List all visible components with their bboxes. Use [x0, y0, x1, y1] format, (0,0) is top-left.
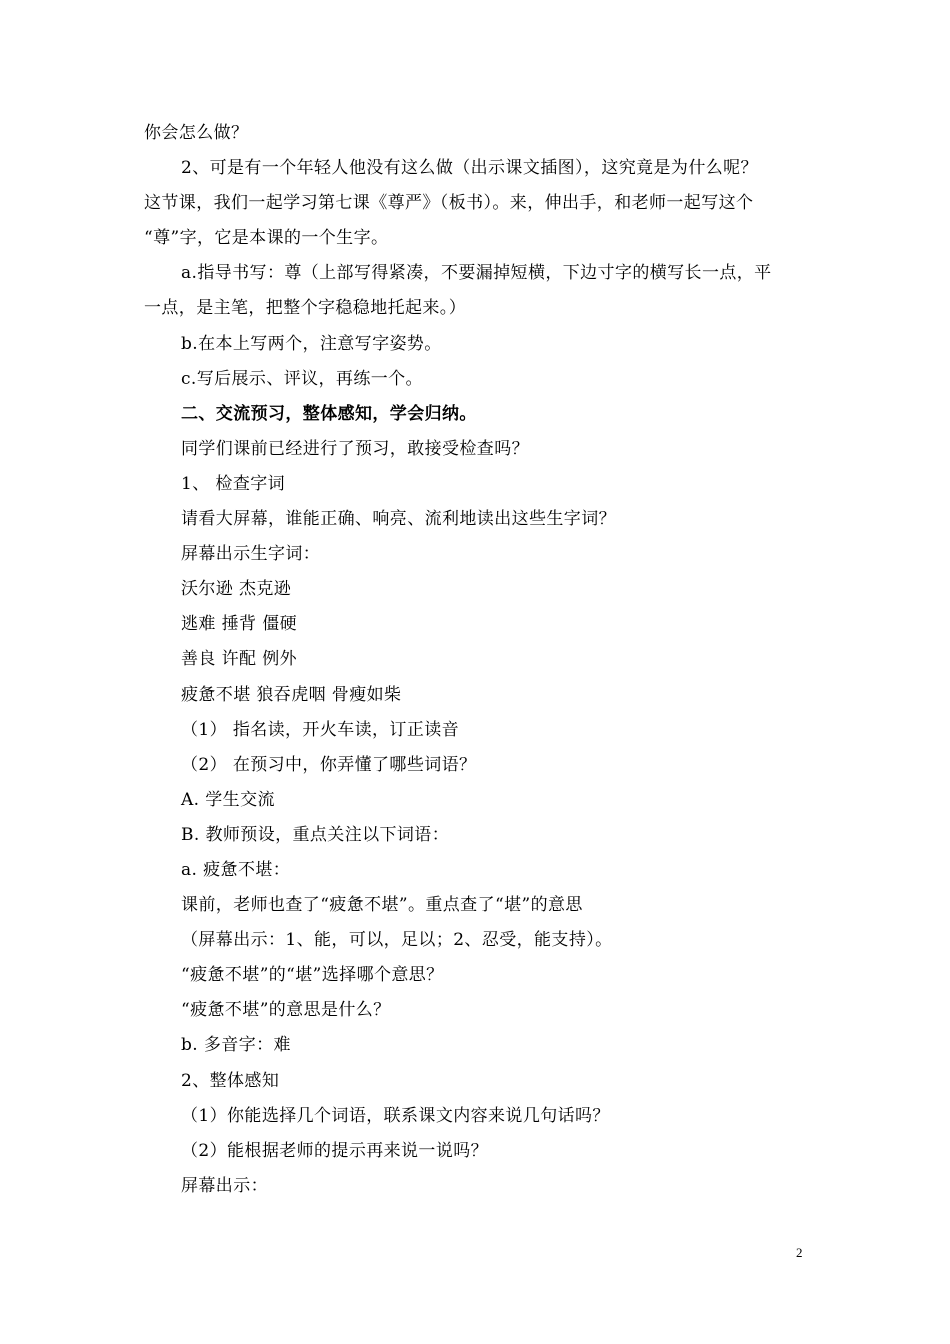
paragraph-line: （2） 在预习中，你弄懂了哪些词语？	[181, 754, 477, 775]
paragraph-line: 沃尔逊 杰克逊	[181, 579, 292, 600]
paragraph-line: c.写后展示、评议，再练一个。	[181, 368, 423, 389]
paragraph-line: 逃难 捶背 僵硬	[181, 614, 298, 635]
paragraph-line: a.指导书写：尊（上部写得紧凑，不要漏掉短横，下边寸字的横写长一点，平	[181, 263, 772, 284]
paragraph-line: “疲惫不堪”的意思是什么？	[181, 1000, 391, 1021]
paragraph-line: b.在本上写两个，注意写字姿势。	[181, 333, 442, 354]
paragraph-line: （2）能根据老师的提示再来说一说吗？	[181, 1140, 489, 1161]
paragraph-line: b. 多音字：难	[181, 1035, 291, 1056]
paragraph-line: 屏幕出示生字词：	[181, 544, 321, 565]
paragraph-line: （1） 指名读，开火车读，订正读音	[181, 719, 460, 740]
paragraph-line: 课前，老师也查了“疲惫不堪”。重点查了“堪”的意思	[181, 895, 583, 916]
paragraph-line: a. 疲惫不堪：	[181, 859, 291, 880]
paragraph-line: B. 教师预设，重点关注以下词语：	[181, 824, 450, 845]
paragraph-line: （1）你能选择几个词语，联系课文内容来说几句话吗？	[181, 1105, 610, 1126]
paragraph-line: 同学们课前已经进行了预习，敢接受检查吗？	[181, 438, 529, 459]
paragraph-line: 这节课，我们一起学习第七课《尊严》（板书）。来，伸出手，和老师一起写这个	[144, 193, 754, 214]
paragraph-line: 一点，是主笔，把整个字稳稳地托起来。）	[144, 298, 467, 319]
paragraph-line: 1、 检查字词	[181, 473, 286, 494]
paragraph-line: 你会怎么做？	[144, 123, 249, 143]
paragraph-line: A. 学生交流	[181, 789, 275, 810]
paragraph-line: 疲惫不堪 狼吞虎咽 骨瘦如柴	[181, 684, 402, 705]
paragraph-line: 屏幕出示：	[181, 1175, 268, 1196]
paragraph-line: 2、整体感知	[181, 1070, 280, 1091]
section-heading: 二、交流预习，整体感知，学会归纳。	[181, 403, 477, 424]
paragraph-line: “尊”字，它是本课的一个生字。	[144, 228, 389, 249]
paragraph-line: 请看大屏幕，谁能正确、响亮、流利地读出这些生字词？	[181, 509, 616, 530]
page-number: 2	[796, 1245, 803, 1260]
paragraph-line: 2、可是有一个年轻人他没有这么做（出示课文插图），这究竟是为什么呢？	[181, 158, 758, 179]
paragraph-line: “疲惫不堪”的“堪”选择哪个意思？	[181, 965, 444, 986]
paragraph-line: 善良 许配 例外	[181, 649, 298, 670]
document-body	[144, 116, 814, 1204]
paragraph-line: （屏幕出示：1、能，可以，足以；2、忍受，能支持）。	[181, 930, 613, 951]
